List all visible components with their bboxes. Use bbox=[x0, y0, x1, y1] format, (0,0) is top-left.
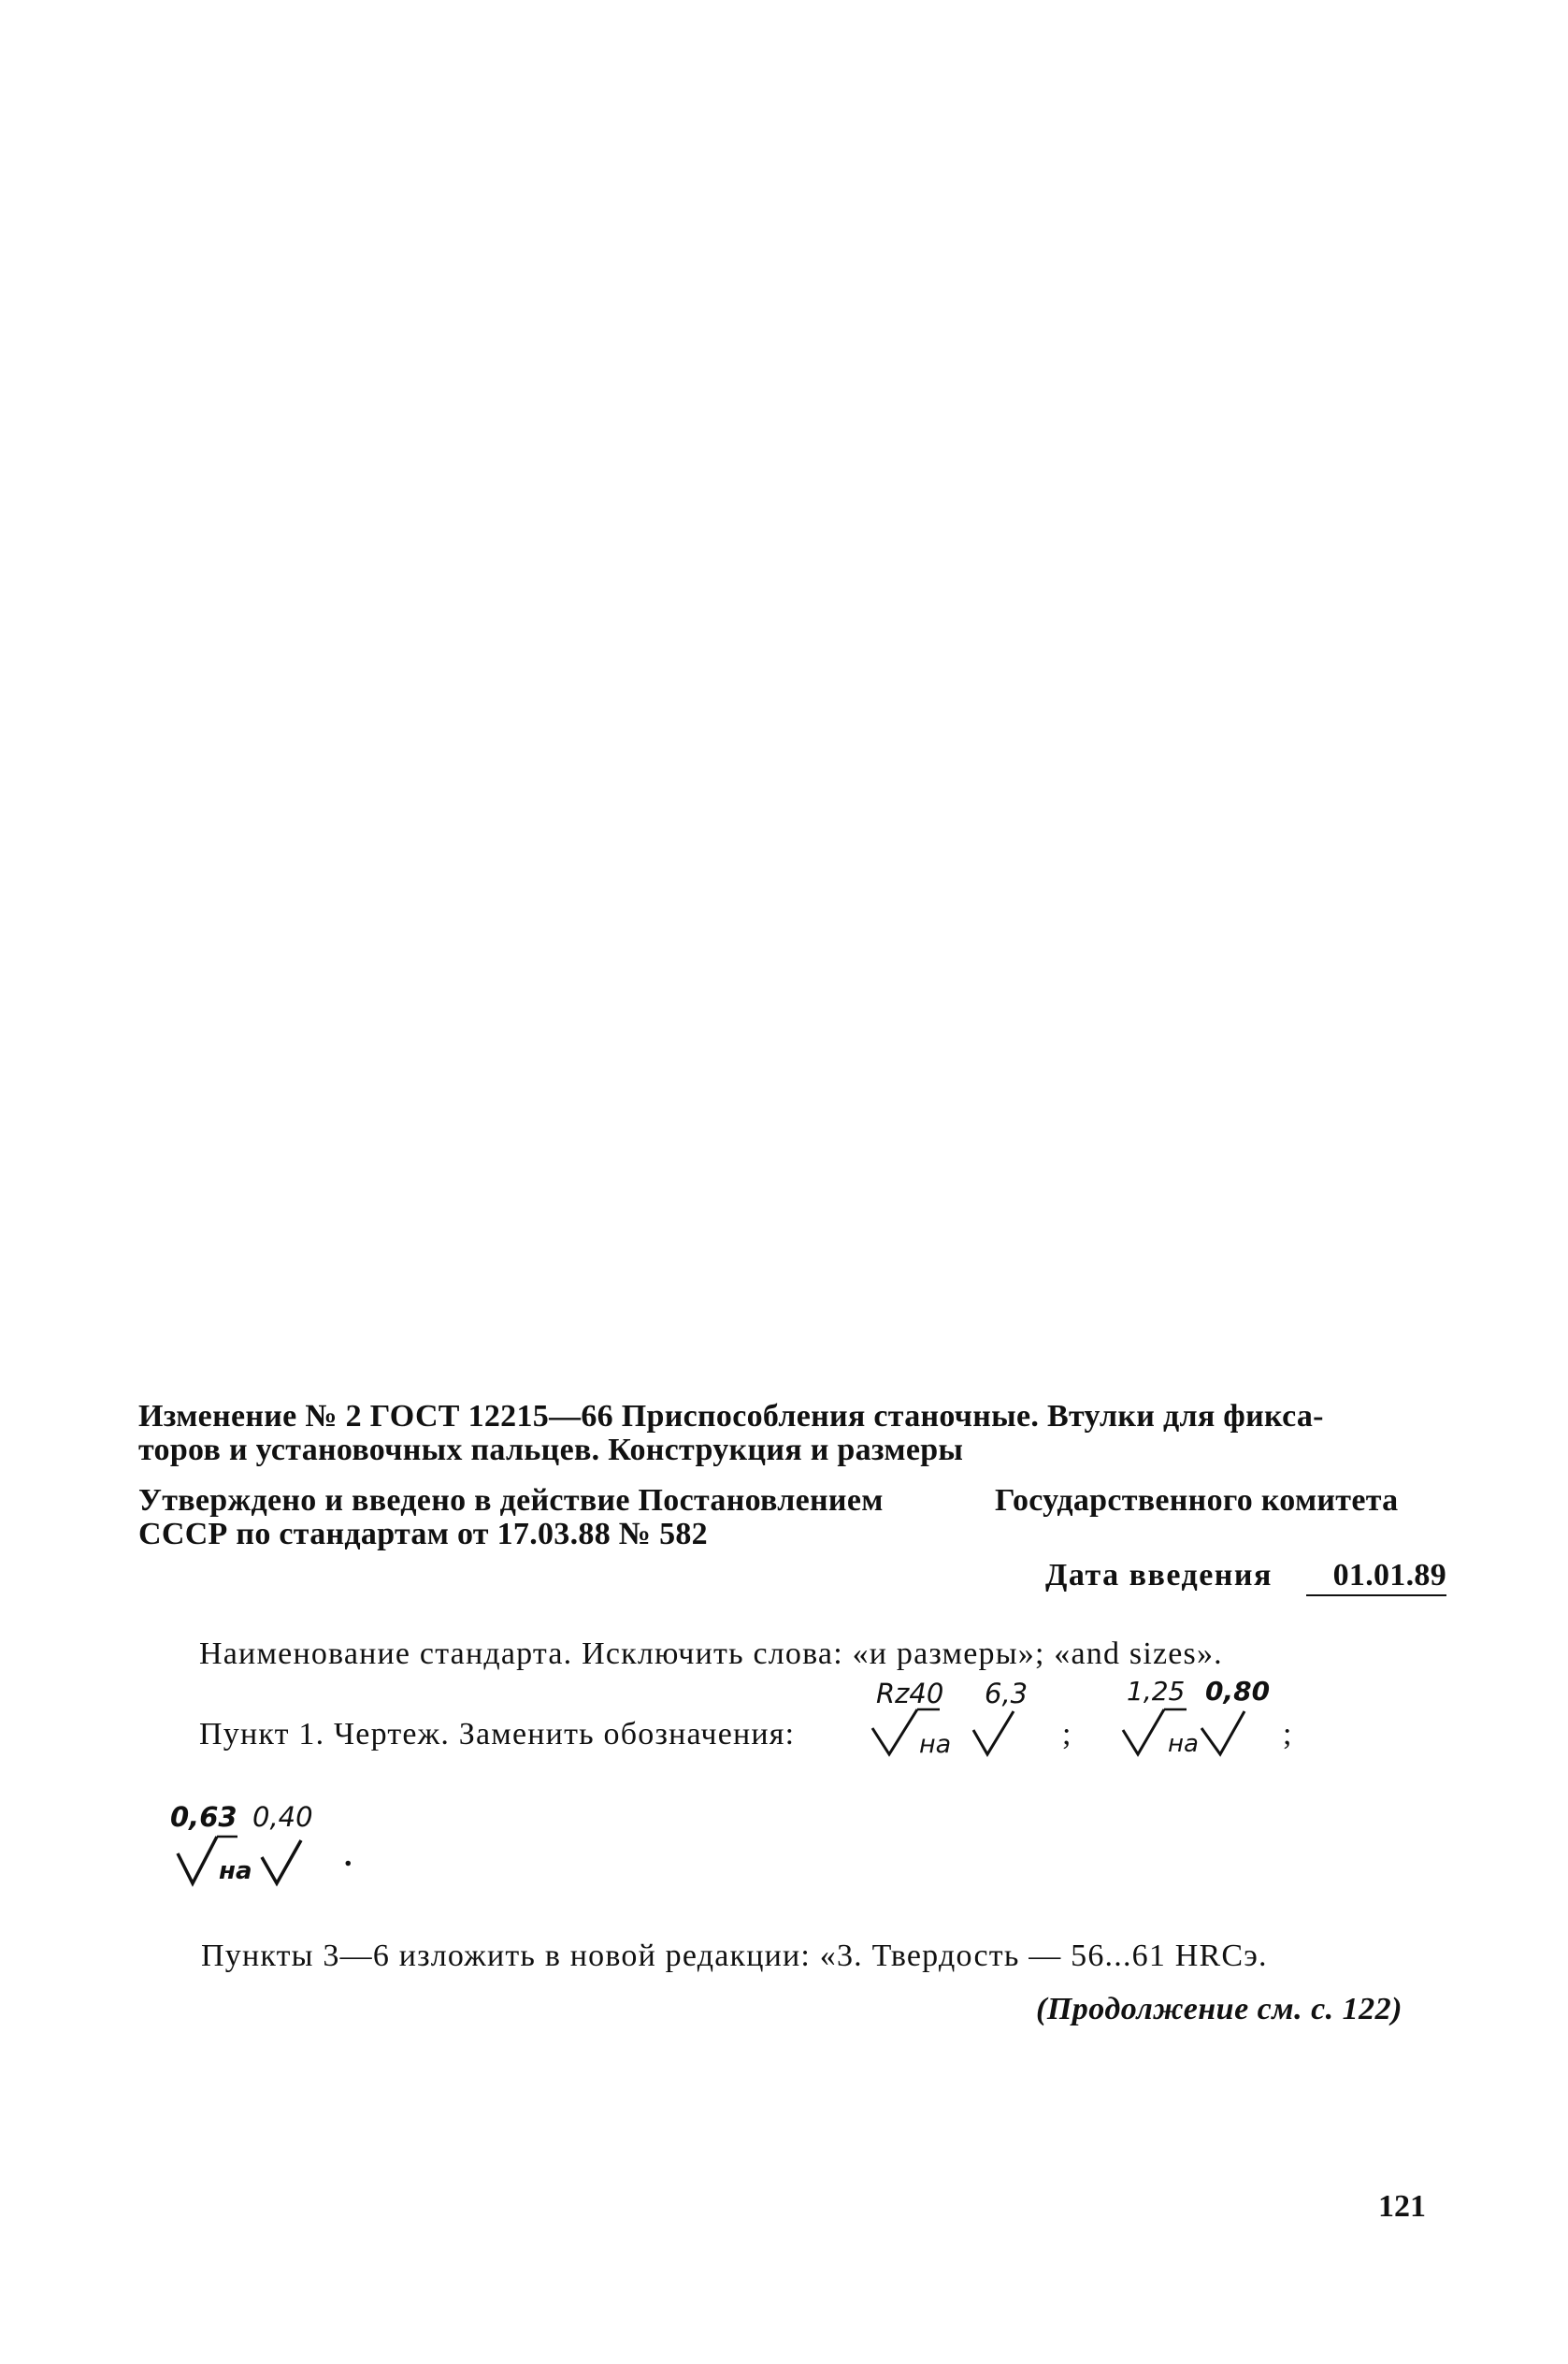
roughness-symbol-3 bbox=[161, 1801, 348, 1894]
symbol-3-on-label: на bbox=[219, 1857, 252, 1885]
page-number: 121 bbox=[1378, 2189, 1426, 2224]
symbol-1-left-value: Rz40 bbox=[876, 1678, 944, 1709]
date-label: Дата введения bbox=[1045, 1558, 1273, 1593]
symbol-1-on-label: на bbox=[919, 1730, 952, 1759]
date-value: 01.01.89 bbox=[1306, 1558, 1446, 1596]
continuation-note: (Продолжение см. с. 122) bbox=[1036, 1992, 1403, 2026]
roughness-symbol-1 bbox=[865, 1678, 1052, 1763]
title-line-2: торов и установочных пальцев. Конструкция и размеры bbox=[138, 1433, 964, 1467]
paragraph-title-change: Наименование стандарта. Исключить слова: «и размеры»; «and sizes». bbox=[199, 1636, 1223, 1671]
symbol-1-right-value: 6,3 bbox=[985, 1678, 1029, 1709]
paragraph-points-3-6: Пункты 3—6 изложить в новой редакции: «3. Твердость — 56...61 HRCэ. bbox=[201, 1939, 1268, 1973]
symbols-end-mark: . bbox=[344, 1838, 353, 1873]
roughness-symbol-2 bbox=[1089, 1676, 1276, 1763]
symbol-2-on-label: на bbox=[1168, 1730, 1199, 1758]
separator-1: ; bbox=[1062, 1717, 1072, 1751]
approval-line-2: СССР по стандартам от 17.03.88 № 582 bbox=[138, 1517, 708, 1551]
symbol-3-left-value: 0,63 bbox=[170, 1801, 237, 1833]
symbol-3-right-value: 0,40 bbox=[252, 1801, 313, 1833]
symbol-2-left-value: 1,25 bbox=[1127, 1676, 1186, 1707]
approval-line-1-left: Утверждено и введено в действие Постановлением bbox=[138, 1483, 884, 1518]
paragraph-drawing: Пункт 1. Чертеж. Заменить обозначения: bbox=[199, 1717, 796, 1751]
approval-line-1-right: Государственного комитета bbox=[995, 1483, 1399, 1518]
separator-2: ; bbox=[1283, 1717, 1293, 1751]
symbol-2-right-value: 0,80 bbox=[1205, 1676, 1271, 1707]
title-line-1: Изменение № 2 ГОСТ 12215—66 Приспособления станочные. Втулки для фикса- bbox=[138, 1399, 1324, 1434]
